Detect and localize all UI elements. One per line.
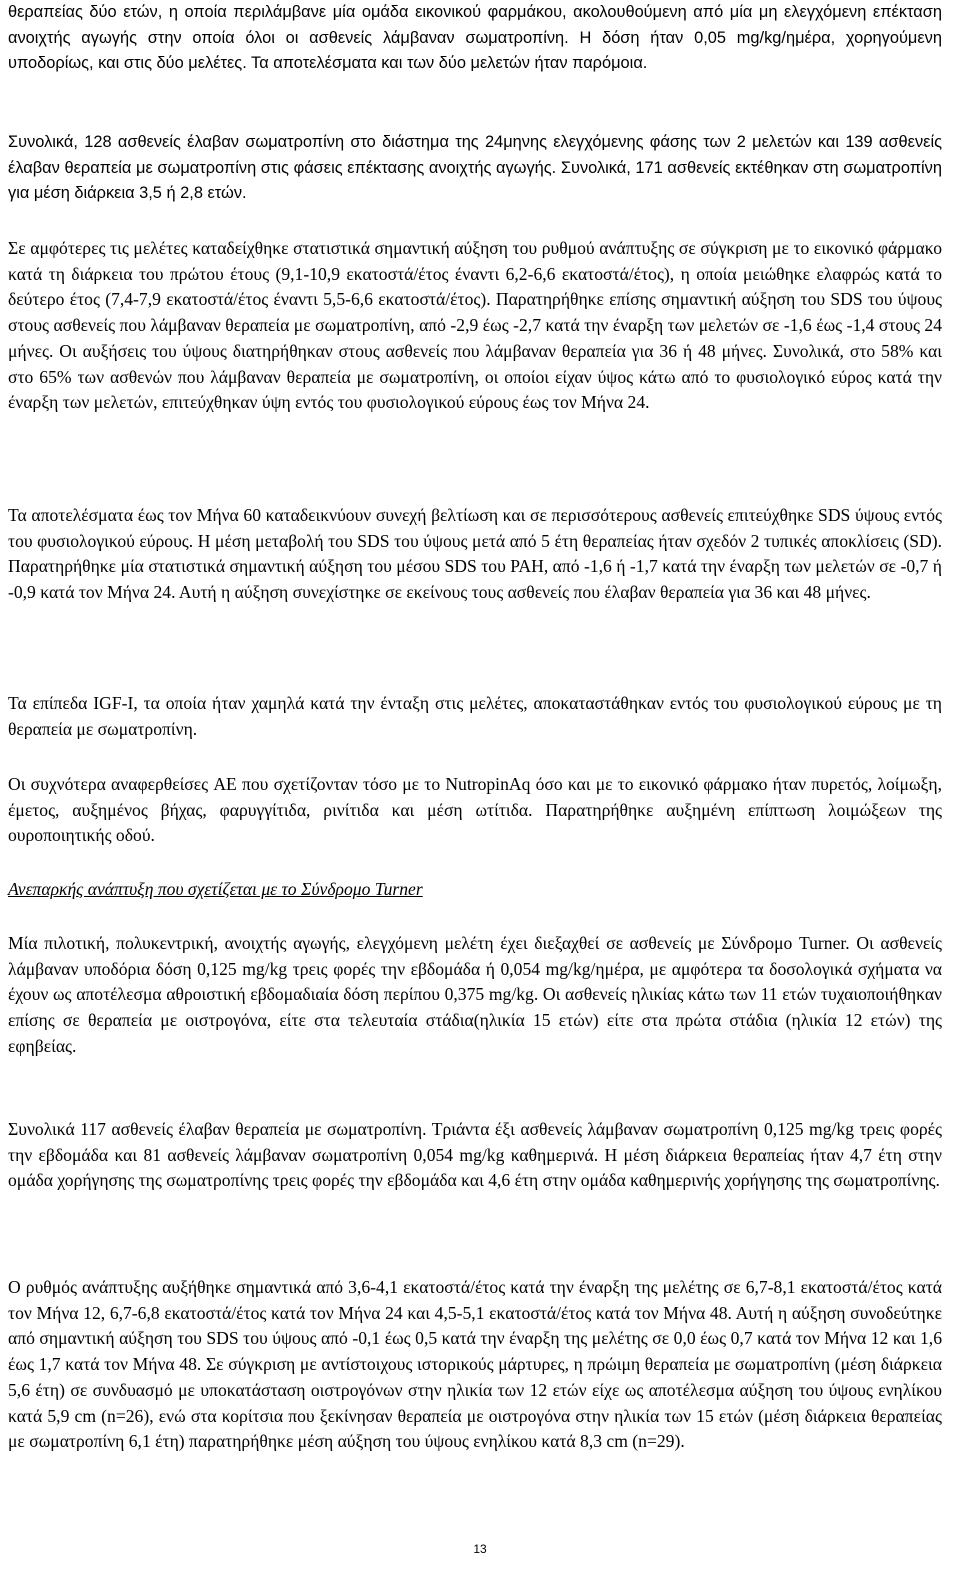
paragraph-turner-patients: Συνολικά 117 ασθενείς έλαβαν θεραπεία με σωματροπίνη. Τριάντα έξι ασθενείς λάμβαναν σωματροπίνη 0,125 mg/kg τρεις φορές την εβδομάδα και 81 ασθενείς λάμβαναν σωματροπίνη 0,054 mg/kg καθημερινά. Η μέση διάρκεια θεραπείας ήταν 4,7 έτη στην ομάδα χορήγησης της σωματροπίνης τρεις φορές την εβδομάδα και 4,6 έτη στην ομάδα καθημερινής χορήγησης της σωματροπίνης. bbox=[8, 1119, 942, 1191]
paragraph-patient-totals: Συνολικά, 128 ασθενείς έλαβαν σωματροπίνη στο διάστημα της 24μηνης ελεγχόμενης φάσης των 2 μελετών και 139 ασθενείς έλαβαν θεραπεία με σωματροπίνη στις φάσεις επέκτασης ανοιχτής αγωγής. Συνολικά, 171 ασθενείς εκτέθηκαν στη σωματροπίνη για μέση διάρκεια 3,5 ή 2,8 ετών. bbox=[8, 133, 942, 203]
section-heading-turner: Ανεπαρκής ανάπτυξη που σχετίζεται με το Σύνδρομο Turner bbox=[8, 879, 423, 899]
paragraph-adverse-events: Οι συχνότερα αναφερθείσες AE που σχετίζονταν τόσο με το NutropinAq όσο και με το εικονικό φάρμακο ήταν πυρετός, λοίμωξη, έμετος, αυξημένος βήχας, φαρυγγίτιδα, ρινίτιδα και μέση ωτίτιδα. Παρατηρήθηκε αυξημένη επίπτωση λοιμώξεων της ουροποιητικής οδού. bbox=[8, 774, 942, 846]
paragraph-study-design: θεραπείας δύο ετών, η οποία περιλάμβανε μία ομάδα εικονικού φαρμάκου, ακολουθούμενη από μία μη ελεγχόμενη επέκταση ανοιχτής αγωγής στην οποία όλοι οι ασθενείς λάμβαναν σωματροπίνη. Η δόση ήταν 0,05 mg/kg/ημέρα, χορηγούμενη υποδορίως, και στις δύο μελέτες. Τα αποτελέσματα και των δύο μελετών ήταν παρόμοια. bbox=[8, 3, 942, 73]
paragraph-turner-study: Μία πιλοτική, πολυκεντρική, ανοιχτής αγωγής, ελεγχόμενη μελέτη έχει διεξαχθεί σε ασθενείς με Σύνδρομο Turner. Οι ασθενείς λάμβαναν υποδόρια δόση 0,125 mg/kg τρεις φορές την εβδομάδα ή 0,054 mg/kg/ημέρα, με αμφότερα τα δοσολογικά σχήματα να έχουν ως αποτέλεσμα αθροιστική εβδομαδιαία δόση περίπου 0,375 mg/kg. Οι ασθενείς ηλικίας κάτω των 11 ετών τυχαιοποιήθηκαν επίσης σε θεραπεία με οιστρογόνα, είτε στα τελευταία στάδια(ηλικία 15 ετών) είτε στα πρώτα στάδια (ηλικία 12 ετών) της εφηβείας. bbox=[8, 933, 942, 1056]
paragraph-igf-levels: Τα επίπεδα IGF-I, τα οποία ήταν χαμηλά κατά την ένταξη στις μελέτες, αποκαταστάθηκαν εντός του φυσιολογικού εύρους με τη θεραπεία με σωματροπίνη. bbox=[8, 693, 942, 739]
paragraph-month-60-results: Τα αποτελέσματα έως τον Μήνα 60 καταδεικνύουν συνεχή βελτίωση και σε περισσότερους ασθενείς επιτεύχθηκε SDS ύψους εντός του φυσιολογικού εύρους. Η μέση μεταβολή του SDS του ύψους μετά από 5 έτη θεραπείας ήταν σχεδόν 2 τυπικές αποκλίσεις (SD). Παρατηρήθηκε μία στατιστικά σημαντική αύξηση του μέσου SDS του PAH, από -1,6 ή -1,7 κατά την έναρξη των μελετών σε -0,7 ή -0,9 κατά τον Μήνα 24. Αυτή η αύξηση συνεχίστηκε σε εκείνους τους ασθενείς που έλαβαν θεραπεία για 36 και 48 μήνες. bbox=[8, 505, 942, 603]
paragraph-turner-growth: Ο ρυθμός ανάπτυξης αυξήθηκε σημαντικά από 3,6-4,1 εκατοστά/έτος κατά την έναρξη της μελέτης σε 6,7-8,1 εκατοστά/έτος κατά τον Μήνα 12, 6,7-6,8 εκατοστά/έτος κατά τον Μήνα 24 και 4,5-5,1 εκατοστά/έτος κατά τον Μήνα 48. Αυτή η αύξηση συνοδεύτηκε από σημαντική αύξηση του SDS του ύψους από -0,1 έως 0,5 κατά την έναρξη της μελέτης σε 0,0 έως 0,7 κατά τον Μήνα 12 και 1,6 έως 1,7 κατά τον Μήνα 48. Σε σύγκριση με αντίστοιχους ιστορικούς μάρτυρες, η πρώιμη θεραπεία με σωματροπίνη (μέση διάρκεια 5,6 έτη) σε συνδυασμό με υποκατάσταση οιστρογόνων στην ηλικία των 12 ετών είχε ως αποτέλεσμα αύξηση του ύψους ενηλίκου κατά 5,9 cm (n=26), ενώ στα κορίτσια που ξεκίνησαν θεραπεία με οιστρογόνα στην ηλικία των 15 ετών (μέση διάρκεια θεραπείας με σωματροπίνη 6,1 έτη) παρατηρήθηκε μέση αύξηση του ύψους ενηλίκου κατά 8,3 cm (n=29). bbox=[8, 1277, 942, 1452]
paragraph-growth-results: Σε αμφότερες τις μελέτες καταδείχθηκε στατιστικά σημαντική αύξηση του ρυθμού ανάπτυξης σε σύγκριση με το εικονικό φάρμακο κατά τη διάρκεια του πρώτου έτους (9,1-10,9 εκατοστά/έτος έναντι 6,2-6,6 εκατοστά/έτος), η οποία μειώθηκε ελαφρώς κατά το δεύτερο έτος (7,4-7,9 εκατοστά/έτος έναντι 5,5-6,6 εκατοστά/έτος). Παρατηρήθηκε επίσης σημαντική αύξηση του SDS του ύψους στους ασθενείς που λάμβαναν θεραπεία με σωματροπίνη, από -2,9 έως -2,7 κατά την έναρξη των μελετών σε -1,6 έως -1,4 στους 24 μήνες. Οι αυξήσεις του ύψους διατηρήθηκαν στους ασθενείς που λάμβαναν θεραπεία για 36 ή 48 μήνες. Συνολικά, στο 58% και στο 65% των ασθενών που λάμβαναν θεραπεία με σωματροπίνη, οι οποίοι είχαν ύψος κάτω από το φυσιολογικό εύρος κατά την έναρξη των μελετών, επιτεύχθηκαν ύψη εντός του φυσιολογικού εύρους έως τον Μήνα 24. bbox=[8, 238, 942, 413]
page-number: 13 bbox=[473, 1542, 487, 1556]
